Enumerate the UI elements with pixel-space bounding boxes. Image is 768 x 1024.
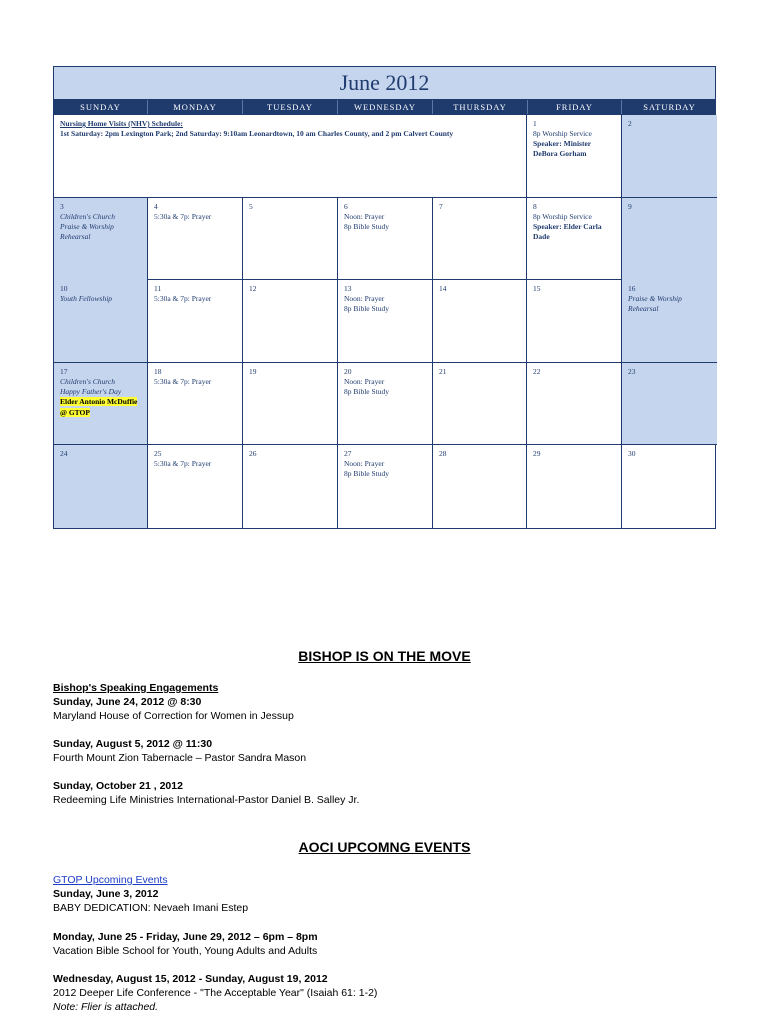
event-description: Redeeming Life Ministries International-Pastor Daniel B. Salley Jr. (53, 794, 360, 806)
weekday-thursday: THURSDAY (433, 100, 528, 114)
day-cell-8 (527, 198, 622, 280)
day-number: 26 (249, 449, 257, 458)
day-number: 5 (249, 202, 253, 211)
day-number: 14 (439, 284, 447, 293)
weekday-header (53, 99, 716, 115)
day-event: 5:30a & 7p: Prayer (154, 212, 212, 222)
calendar-grid (53, 115, 716, 529)
day-number: 24 (60, 449, 68, 458)
day-event: Speaker: Elder Carla Dade (533, 222, 602, 242)
event-date: Monday, June 25 - Friday, June 29, 2012 – 6pm – 8pm (53, 931, 318, 943)
day-cell-30 (622, 445, 717, 528)
day-number: 1 (533, 119, 537, 128)
event-date: Wednesday, August 15, 2012 - Sunday, August 19, 2012 (53, 973, 328, 985)
day-cell-17 (54, 363, 148, 445)
day-number: 3 (60, 202, 64, 211)
day-cell-10 (54, 280, 148, 363)
day-event: 8p Bible Study (344, 222, 390, 232)
day-number: 9 (628, 202, 632, 211)
day-cell-6 (338, 198, 433, 280)
day-event: 8p Bible Study (344, 304, 390, 314)
weekday-saturday: SATURDAY (643, 102, 696, 112)
day-number: 28 (439, 449, 447, 458)
day-event: Noon: Prayer (344, 212, 385, 222)
weekday-tuesday: TUESDAY (243, 100, 338, 114)
weekday-sunday: SUNDAY (54, 100, 148, 114)
day-cell-3 (54, 198, 148, 280)
event-description: Vacation Bible School for Youth, Young Adults and Adults (53, 945, 318, 957)
day-number: 7 (439, 202, 443, 211)
day-cell-14 (433, 280, 527, 363)
day-cell-16 (622, 280, 717, 363)
day-event: 8p Bible Study (344, 387, 390, 397)
day-number: 17 (60, 367, 68, 376)
day-number: 18 (154, 367, 162, 376)
bishop-subheading: Bishop's Speaking Engagements (53, 682, 219, 694)
day-number: 29 (533, 449, 541, 458)
day-event: Praise & Worship Rehearsal (628, 294, 682, 314)
day-cell-22 (527, 363, 622, 445)
weekday-wednesday: WEDNESDAY (338, 100, 433, 114)
nhv-schedule-cell (54, 115, 527, 198)
day-event: 8p Worship Service (533, 129, 592, 139)
event-date: Sunday, June 24, 2012 @ 8:30 (53, 696, 202, 708)
day-event: 8p Bible Study (344, 469, 390, 479)
event-date: Sunday, June 3, 2012 (53, 888, 159, 900)
day-event: 5:30a & 7p: Prayer (154, 294, 212, 304)
day-event: Children's Church (60, 377, 116, 387)
day-number: 16 (628, 284, 636, 293)
day-event: Happy Father's Day (60, 387, 122, 397)
day-number: 8 (533, 202, 537, 211)
event-description: 2012 Deeper Life Conference - "The Acceptable Year" (Isaiah 61: 1-2) (53, 987, 378, 999)
day-cell-24 (54, 445, 148, 528)
day-cell-26 (243, 445, 338, 528)
calendar-title: June 2012 (53, 66, 716, 99)
day-cell-19 (243, 363, 338, 445)
event-description: Maryland House of Correction for Women in Jessup (53, 710, 294, 722)
day-event: Noon: Prayer (344, 459, 385, 469)
day-number: 4 (154, 202, 158, 211)
day-number: 30 (628, 449, 636, 458)
day-cell-21 (433, 363, 527, 445)
event-description: BABY DEDICATION: Nevaeh Imani Estep (53, 902, 249, 914)
weekday-friday: FRIDAY (528, 100, 622, 114)
day-cell-29 (527, 445, 622, 528)
day-event: Youth Fellowship (60, 294, 113, 304)
day-cell-12 (243, 280, 338, 363)
day-cell-28 (433, 445, 527, 528)
day-event: Speaker: Minister DeBora Gorham (533, 139, 591, 159)
day-number: 12 (249, 284, 257, 293)
day-event: 8p Worship Service (533, 212, 592, 222)
event-description: Fourth Mount Zion Tabernacle – Pastor Sandra Mason (53, 752, 307, 764)
day-number: 2 (628, 119, 632, 128)
bishop-heading: BISHOP IS ON THE MOVE (298, 648, 471, 664)
day-event: Praise & Worship Rehearsal (60, 222, 114, 242)
day-number: 25 (154, 449, 162, 458)
day-number: 19 (249, 367, 257, 376)
day-event: Children's Church (60, 212, 116, 222)
day-cell-18 (148, 363, 243, 445)
day-number: 21 (439, 367, 447, 376)
day-event: 5:30a & 7p: Prayer (154, 459, 212, 469)
day-number: 23 (628, 367, 636, 376)
day-number: 13 (344, 284, 352, 293)
day-number: 20 (344, 367, 352, 376)
day-number: 27 (344, 449, 352, 458)
day-number: 22 (533, 367, 541, 376)
day-event: Noon: Prayer (344, 377, 385, 387)
day-number: 10 (60, 284, 68, 293)
day-cell-11 (148, 280, 243, 363)
day-cell-13 (338, 280, 433, 363)
highlighted-event: Elder Antonio McDuffie @ GTOP (60, 397, 138, 417)
day-cell-23 (622, 363, 717, 445)
day-cell-1 (527, 115, 622, 198)
event-date: Sunday, October 21 , 2012 (53, 780, 183, 792)
day-number: 15 (533, 284, 541, 293)
gtop-events-link[interactable]: GTOP Upcoming Events (53, 874, 168, 886)
nhv-title: Nursing Home Visits (NHV) Schedule: (60, 119, 183, 128)
day-event: Noon: Prayer (344, 294, 385, 304)
day-event: 5:30a & 7p: Prayer (154, 377, 212, 387)
day-number: 6 (344, 202, 348, 211)
day-cell-2 (622, 115, 717, 198)
calendar (53, 66, 716, 529)
day-number: 11 (154, 284, 162, 293)
day-cell-25 (148, 445, 243, 528)
day-cell-15 (527, 280, 622, 363)
event-date: Sunday, August 5, 2012 @ 11:30 (53, 738, 213, 750)
day-cell-4 (148, 198, 243, 280)
day-cell-5 (243, 198, 338, 280)
day-cell-7 (433, 198, 527, 280)
day-cell-27 (338, 445, 433, 528)
nhv-body: 1st Saturday: 2pm Lexington Park; 2nd Saturday: 9:10am Leonardtown, 10 am Charles County, and 2 pm Calvert County (60, 129, 454, 139)
weekday-monday: MONDAY (148, 100, 243, 114)
aoci-heading: AOCI UPCOMNG EVENTS (298, 839, 471, 855)
day-cell-9 (622, 198, 717, 280)
day-cell-20 (338, 363, 433, 445)
event-note: Note: Flier is attached. (53, 1001, 159, 1013)
